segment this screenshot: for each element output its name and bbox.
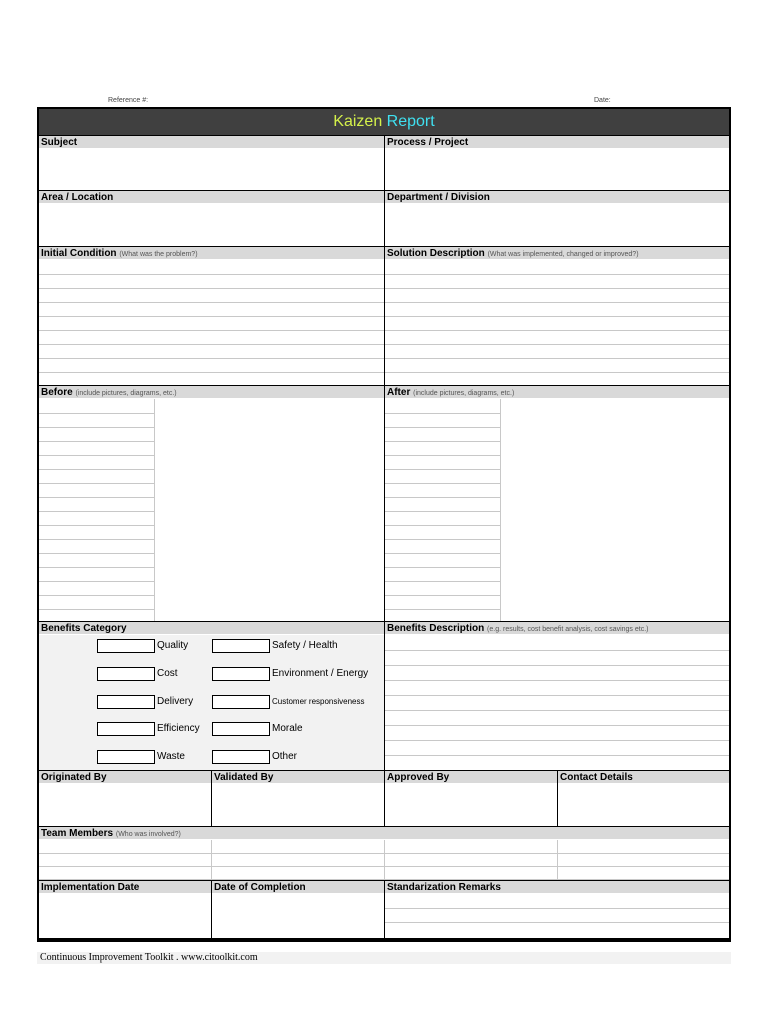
ruled-line <box>39 302 384 303</box>
ruled-line <box>385 695 729 696</box>
form-bottom-rule <box>39 938 729 941</box>
benefit-label: Customer responsiveness <box>272 697 365 706</box>
grid-line <box>385 581 500 582</box>
solution-header: Solution Description (What was implemented, changed or improved?) <box>385 246 729 259</box>
benefit-checkbox[interactable] <box>97 639 155 653</box>
grid-line <box>385 511 500 512</box>
benefit-checkbox[interactable] <box>97 695 155 709</box>
grid-line <box>39 427 154 428</box>
grid-line <box>385 427 500 428</box>
grid-line <box>39 441 154 442</box>
benefit-label: Safety / Health <box>272 640 338 651</box>
grid-line <box>385 497 500 498</box>
ruled-line <box>385 288 729 289</box>
benefit-checkbox[interactable] <box>97 750 155 764</box>
benefit-label: Delivery <box>157 696 194 707</box>
kaizen-report-form <box>37 107 731 942</box>
benefit-checkbox[interactable] <box>212 695 270 709</box>
grid-divider <box>154 399 155 621</box>
grid-line <box>39 553 154 554</box>
grid-line <box>39 455 154 456</box>
initial-condition-header: Initial Condition (What was the problem?) <box>39 246 384 259</box>
area-header: Area / Location <box>39 190 384 203</box>
department-field[interactable] <box>386 204 728 245</box>
date-label: Date: <box>594 97 611 104</box>
grid-line <box>39 469 154 470</box>
benefit-checkbox[interactable] <box>97 667 155 681</box>
benefit-label: Efficiency <box>157 723 200 734</box>
after-header: After (include pictures, diagrams, etc.) <box>385 385 729 398</box>
ruled-line <box>385 372 729 373</box>
grid-line <box>39 525 154 526</box>
ruled-line <box>39 344 384 345</box>
area-field[interactable] <box>40 204 383 245</box>
title-bar <box>39 109 729 135</box>
contact-details-header: Contact Details <box>558 770 729 783</box>
ruled-line <box>385 344 729 345</box>
footer-text: Continuous Improvement Toolkit . www.citoolkit.com <box>40 952 258 963</box>
approved-by-field[interactable] <box>386 784 556 825</box>
ruled-line <box>385 908 729 909</box>
center-divider-top <box>384 135 385 770</box>
divider-signoff-1 <box>211 770 212 826</box>
team-members-header: Team Members (Who was involved?) <box>39 826 729 839</box>
ruled-line <box>39 372 384 373</box>
ruled-line <box>39 288 384 289</box>
subject-field[interactable] <box>40 149 383 190</box>
standardization-remarks-header: Standarization Remarks <box>385 880 729 893</box>
grid-line <box>39 539 154 540</box>
grid-line <box>385 539 500 540</box>
footer <box>37 952 731 964</box>
benefit-checkbox[interactable] <box>97 722 155 736</box>
grid-line <box>385 455 500 456</box>
grid-line <box>385 441 500 442</box>
validated-by-header: Validated By <box>212 770 384 783</box>
ruled-line <box>385 740 729 741</box>
ruled-line <box>385 316 729 317</box>
process-field[interactable] <box>386 149 728 190</box>
process-header: Process / Project <box>385 135 729 148</box>
validated-by-field[interactable] <box>213 784 383 825</box>
grid-divider <box>557 840 558 880</box>
benefit-label: Quality <box>157 640 189 651</box>
ruled-line <box>385 650 729 651</box>
before-header: Before (include pictures, diagrams, etc.) <box>39 385 384 398</box>
benefit-checkbox[interactable] <box>212 750 270 764</box>
originated-by-header: Originated By <box>39 770 211 783</box>
benefit-checkbox[interactable] <box>212 667 270 681</box>
grid-divider <box>384 840 385 880</box>
implementation-date-header: Implementation Date <box>39 880 211 893</box>
grid-line <box>385 553 500 554</box>
title-report: Report <box>386 113 435 130</box>
benefit-label: Waste <box>157 751 185 762</box>
grid-line <box>39 511 154 512</box>
benefit-label: Environment / Energy <box>272 668 369 679</box>
subject-header: Subject <box>39 135 384 148</box>
grid-divider <box>211 840 212 880</box>
ruled-line <box>39 358 384 359</box>
ruled-line <box>39 330 384 331</box>
grid-line <box>385 525 500 526</box>
benefit-checkbox[interactable] <box>212 722 270 736</box>
benefits-category-header: Benefits Category <box>39 621 384 634</box>
ruled-line <box>385 274 729 275</box>
ruled-line <box>385 725 729 726</box>
originated-by-field[interactable] <box>40 784 210 825</box>
center-divider-signoff <box>384 770 385 826</box>
implementation-date-field[interactable] <box>40 894 210 938</box>
ruled-line <box>385 330 729 331</box>
ruled-line <box>39 316 384 317</box>
benefit-label: Cost <box>157 668 178 679</box>
department-header: Department / Division <box>385 190 729 203</box>
grid-line <box>39 609 154 610</box>
grid-line <box>39 567 154 568</box>
ruled-line <box>39 274 384 275</box>
reference-label: Reference #: <box>108 97 149 104</box>
grid-line <box>385 595 500 596</box>
ruled-line <box>385 680 729 681</box>
grid-line <box>385 609 500 610</box>
ruled-line <box>385 665 729 666</box>
ruled-line <box>385 358 729 359</box>
contact-details-field[interactable] <box>559 784 728 825</box>
title-kaizen: Kaizen <box>333 113 383 130</box>
date-of-completion-field[interactable] <box>213 894 383 938</box>
benefit-label: Morale <box>272 723 303 734</box>
grid-divider <box>500 399 501 621</box>
ruled-line <box>385 922 729 923</box>
grid-line <box>39 595 154 596</box>
grid-line <box>385 413 500 414</box>
benefits-description-header: Benefits Description (e.g. results, cost benefit analysis, cost savings etc.) <box>385 621 729 634</box>
grid-line <box>39 483 154 484</box>
approved-by-header: Approved By <box>385 770 557 783</box>
benefit-label: Other <box>272 751 298 762</box>
divider-dates <box>211 880 212 940</box>
ruled-line <box>385 302 729 303</box>
grid-line <box>39 413 154 414</box>
divider-signoff-3 <box>557 770 558 826</box>
ruled-line <box>385 710 729 711</box>
center-divider-bottom <box>384 880 385 940</box>
grid-line <box>385 567 500 568</box>
grid-line <box>385 483 500 484</box>
date-of-completion-header: Date of Completion <box>212 880 384 893</box>
grid-line <box>385 469 500 470</box>
grid-line <box>39 581 154 582</box>
benefit-checkbox[interactable] <box>212 639 270 653</box>
ruled-line <box>385 755 729 756</box>
grid-line <box>39 497 154 498</box>
